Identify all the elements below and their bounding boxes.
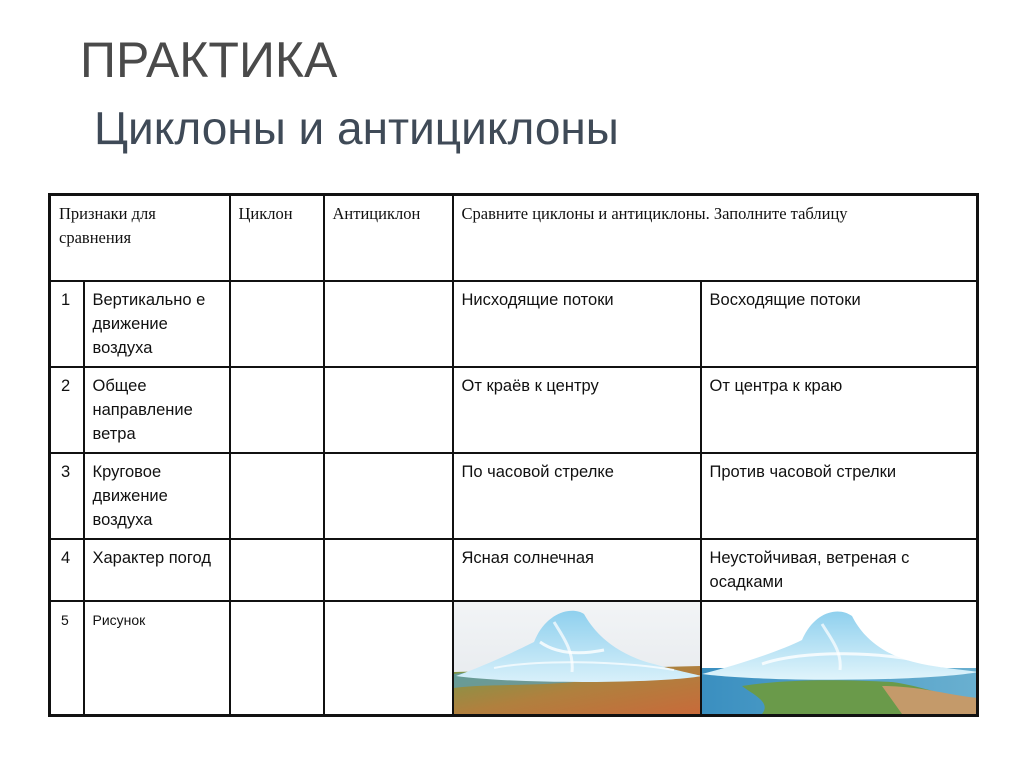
table-row	[50, 453, 978, 539]
answer-cell: Восходящие потоки	[701, 281, 978, 367]
row-number: 5	[50, 601, 84, 716]
cyclone-picture	[701, 601, 978, 716]
row-label: Характер погод	[84, 539, 230, 601]
table-row	[50, 281, 978, 367]
row-number: 4	[50, 539, 84, 601]
anticyclone-cell[interactable]	[324, 539, 453, 601]
slide-title: ПРАКТИКА	[80, 32, 338, 88]
anticyclone-illustration	[454, 602, 701, 714]
row-number: 2	[50, 367, 84, 453]
table-row	[50, 601, 978, 716]
anticyclone-cell[interactable]	[324, 601, 453, 716]
cyclone-cell[interactable]	[230, 281, 324, 367]
row-label: Рисунок	[84, 601, 230, 716]
row-label: Вертикально е движение воздуха	[84, 281, 230, 367]
anticyclone-cell[interactable]	[324, 281, 453, 367]
answer-cell: По часовой стрелке	[453, 453, 701, 539]
table-row	[50, 367, 978, 453]
answer-cell: Неустойчивая, ветреная с осадками	[701, 539, 978, 601]
anticyclone-picture	[453, 601, 701, 716]
row-number: 3	[50, 453, 84, 539]
header-task: Сравните циклоны и антициклоны. Заполните таблицу	[453, 195, 978, 282]
anticyclone-cell[interactable]	[324, 453, 453, 539]
table-header-row	[50, 195, 978, 282]
header-cyclone: Циклон	[230, 195, 324, 282]
table-row	[50, 539, 978, 601]
cyclone-cell[interactable]	[230, 367, 324, 453]
answer-cell: Против часовой стрелки	[701, 453, 978, 539]
comparison-table	[48, 193, 979, 717]
answer-cell: Нисходящие потоки	[453, 281, 701, 367]
cyclone-cell[interactable]	[230, 601, 324, 716]
row-label: Круговое движение воздуха	[84, 453, 230, 539]
cyclone-cell[interactable]	[230, 539, 324, 601]
cyclone-cell[interactable]	[230, 453, 324, 539]
header-criteria: Признаки для сравнения	[50, 195, 230, 282]
header-anticyclone: Антициклон	[324, 195, 453, 282]
answer-cell: От краёв к центру	[453, 367, 701, 453]
row-number: 1	[50, 281, 84, 367]
anticyclone-cell[interactable]	[324, 367, 453, 453]
slide-subtitle: Циклоны и антициклоны	[94, 102, 619, 154]
answer-cell: От центра к краю	[701, 367, 978, 453]
row-label: Общее направление ветра	[84, 367, 230, 453]
cyclone-illustration	[702, 602, 978, 714]
answer-cell: Ясная солнечная	[453, 539, 701, 601]
